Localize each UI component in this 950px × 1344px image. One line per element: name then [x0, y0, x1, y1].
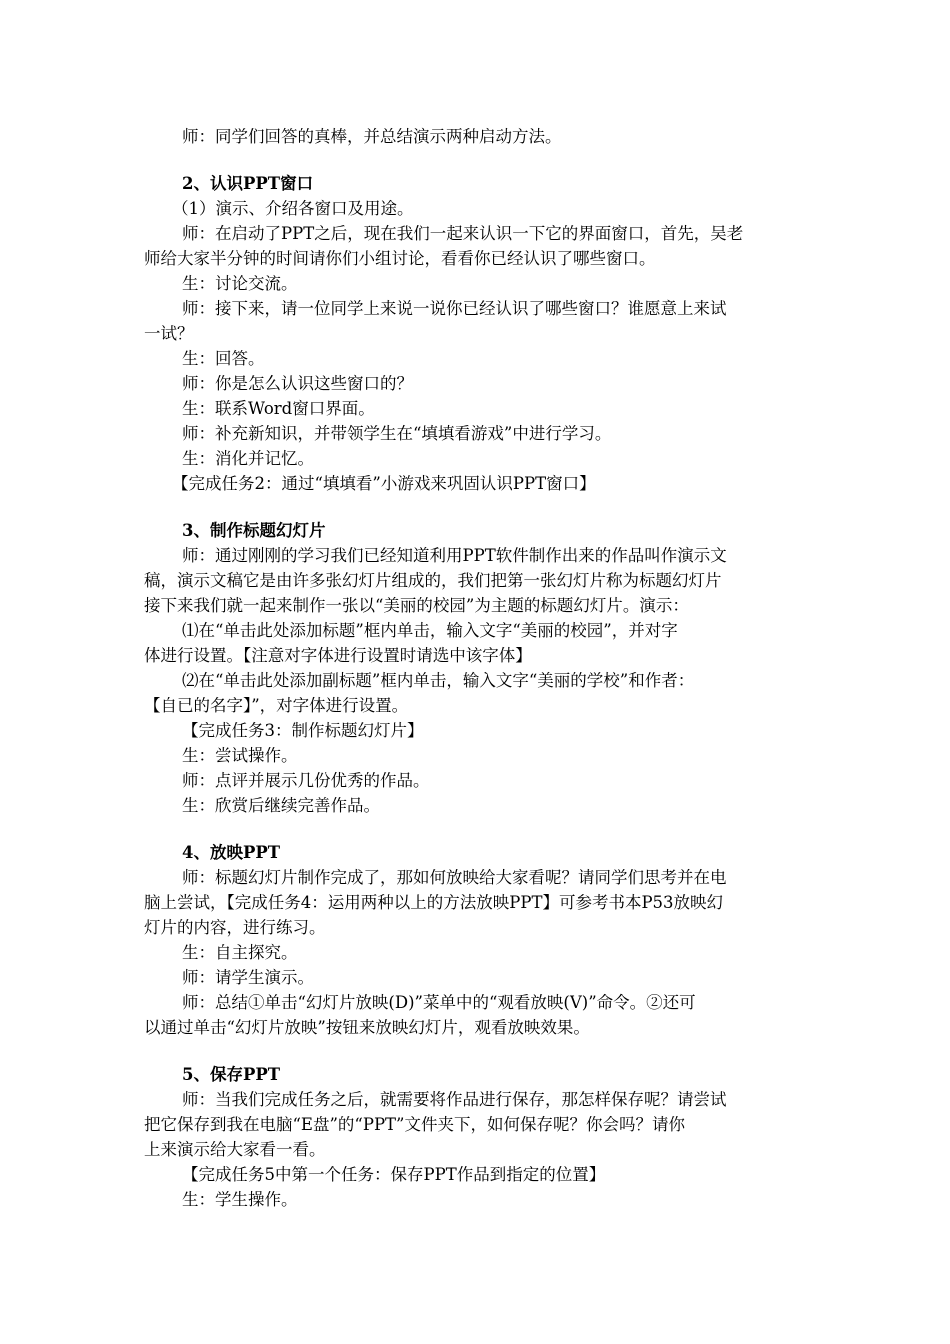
paragraph: 师：补充新知识，并带领学生在“填填看游戏”中进行学习。 [182, 424, 612, 443]
task-label: 【完成任务3：制作标题幻灯片】 [182, 721, 424, 740]
paragraph: 生：尝试操作。 [182, 746, 298, 765]
paragraph: 师：接下来，请一位同学上来说一说你已经认识了哪些窗口？谁愿意上来试 [182, 299, 727, 318]
task-label: 【完成任务5中第一个任务：保存PPT作品到指定的位置】 [182, 1165, 606, 1184]
paragraph: 师：在启动了PPT之后，现在我们一起来认识一下它的界面窗口，首先，吴老 [182, 224, 744, 243]
paragraph: 师给大家半分钟的时间请你们小组讨论，看看你已经认识了哪些窗口。 [144, 249, 656, 268]
paragraph: 师：你是怎么认识这些窗口的？ [182, 374, 413, 393]
paragraph: 师：标题幻灯片制作完成了，那如何放映给大家看呢？请同学们思考并在电 [182, 868, 727, 887]
document-page [144, 124, 809, 1212]
paragraph: 接下来我们就一起来制作一张以“美丽的校园”为主题的标题幻灯片。演示： [144, 596, 689, 615]
paragraph: ⑵在“单击此处添加副标题”框内单击，输入文字“美丽的学校”和作者： [182, 671, 695, 690]
paragraph: 生：回答。 [182, 349, 265, 368]
section-heading: 3、制作标题幻灯片 [182, 521, 326, 540]
task-label: 【完成任务2：通过“填填看”小游戏来巩固认识PPT窗口】 [172, 474, 596, 493]
paragraph: 生：联系Word窗口界面。 [182, 399, 375, 418]
paragraph: 稿，演示文稿它是由许多张幻灯片组成的，我们把第一张幻灯片称为标题幻灯片 [144, 571, 722, 590]
paragraph: 体进行设置。【注意对字体进行设置时请选中该字体】 [144, 646, 532, 665]
paragraph: 生：欣赏后继续完善作品。 [182, 796, 380, 815]
paragraph: 生：学生操作。 [182, 1190, 298, 1209]
paragraph: 师：通过刚刚的学习我们已经知道利用PPT软件制作出来的作品叫作演示文 [182, 546, 727, 565]
paragraph: 师：点评并展示几份优秀的作品。 [182, 771, 430, 790]
paragraph: 【自已的名字】”，对字体进行设置。 [144, 696, 409, 715]
paragraph: （1）演示、介绍各窗口及用途。 [172, 199, 414, 218]
paragraph: 生：自主探究。 [182, 943, 298, 962]
paragraph: 以通过单击“幻灯片放映”按钮来放映幻灯片，观看放映效果。 [144, 1018, 590, 1037]
paragraph: 师：总结①单击“幻灯片放映(D)”菜单中的“观看放映(V)”命令。②还可 [182, 993, 696, 1012]
paragraph: ⑴在“单击此处添加标题”框内单击，输入文字“美丽的校园”，并对字 [182, 621, 678, 640]
paragraph: 灯片的内容，进行练习。 [144, 918, 326, 937]
paragraph: 师：请学生演示。 [182, 968, 314, 987]
paragraph: 把它保存到我在电脑“E盘”的“PPT”文件夹下，如何保存呢？你会吗？请你 [144, 1115, 685, 1134]
section-heading: 5、保存PPT [182, 1065, 281, 1084]
paragraph: 脑上尝试，【完成任务4：运用两种以上的方法放映PPT】可参考书本P53放映幻 [144, 893, 724, 912]
paragraph: 上来演示给大家看一看。 [144, 1140, 326, 1159]
paragraph: 生：消化并记忆。 [182, 449, 314, 468]
paragraph: 师：当我们完成任务之后，就需要将作品进行保存，那怎样保存呢？请尝试 [182, 1090, 727, 1109]
section-heading: 2、认识PPT窗口 [182, 174, 314, 193]
paragraph: 一试？ [144, 324, 194, 343]
paragraph: 生：讨论交流。 [182, 274, 298, 293]
paragraph: 师：同学们回答的真棒，并总结演示两种启动方法。 [182, 127, 562, 146]
section-heading: 4、放映PPT [182, 843, 281, 862]
